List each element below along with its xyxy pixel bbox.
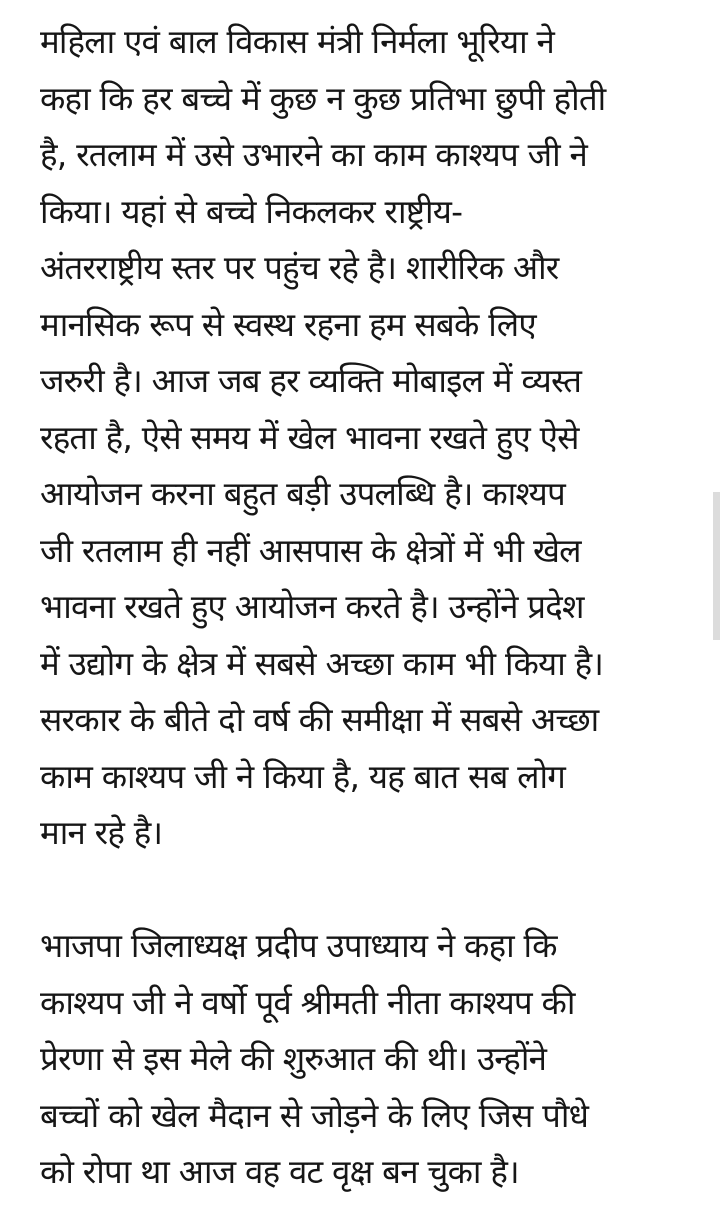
text-line: काम काश्यप जी ने किया है, यह बात सब लोग [40,756,566,796]
text-line: आयोजन करना बहुत बड़ी उपलब्धि है। काश्यप [40,474,565,513]
text-line: काश्यप जी ने वर्षो पूर्व श्रीमती नीता काश्यप की [40,982,575,1022]
text-line: अंतरराष्ट्रीय स्तर पर पहुंच रहे है। शारीरिक और [40,248,559,287]
text-line: है, रतलाम में उसे उभारने का काम काश्यप जी ने [40,135,588,174]
text-line: रहता है, ऐसे समय में खेल भावना रखते हुए ऐसे [40,417,579,457]
text-line: महिला एवं बाल विकास मंत्री निर्मला भूरिया ने [40,22,555,61]
text-line: मानसिक रूप से स्वस्थ रहना हम सबके लिए [40,304,536,344]
text-line: बच्चों को खेल मैदान से जोड़ने के लिए जिस पौधे [40,1095,589,1135]
paragraph-2 [40,918,674,1201]
text-line: प्रेरणा से इस मेले की शुरुआत की थी। उन्होंने [40,1039,547,1078]
article-body [40,14,674,1201]
paragraph-spacer [40,862,674,919]
paragraph-1 [40,14,674,862]
text-line: सरकार के बीते दो वर्ष की समीक्षा में सबसे अच्छा [40,700,599,739]
scrollbar-thumb[interactable] [713,492,720,640]
text-line: मान रहे है। [40,813,163,852]
text-line: भावना रखते हुए आयोजन करते है। उन्होंने प्रदेश [40,587,584,626]
text-line: किया। यहां से बच्चे निकलकर राष्ट्रीय- [40,191,463,231]
text-line: जरुरी है। आज जब हर व्यक्ति मोबाइल में व्यस्त [40,361,582,400]
text-line: भाजपा जिलाध्यक्ष प्रदीप उपाध्याय ने कहा कि [40,926,557,965]
text-line: कहा कि हर बच्चे में कुछ न कुछ प्रतिभा छुपी होती [40,78,606,118]
text-line: जी रतलाम ही नहीं आसपास के क्षेत्रों में भी खेल [40,530,581,570]
text-line: को रोपा था आज वह वट वृक्ष बन चुका है। [40,1152,519,1191]
text-line: में उद्योग के क्षेत्र में सबसे अच्छा काम भी किया है। [40,643,604,683]
